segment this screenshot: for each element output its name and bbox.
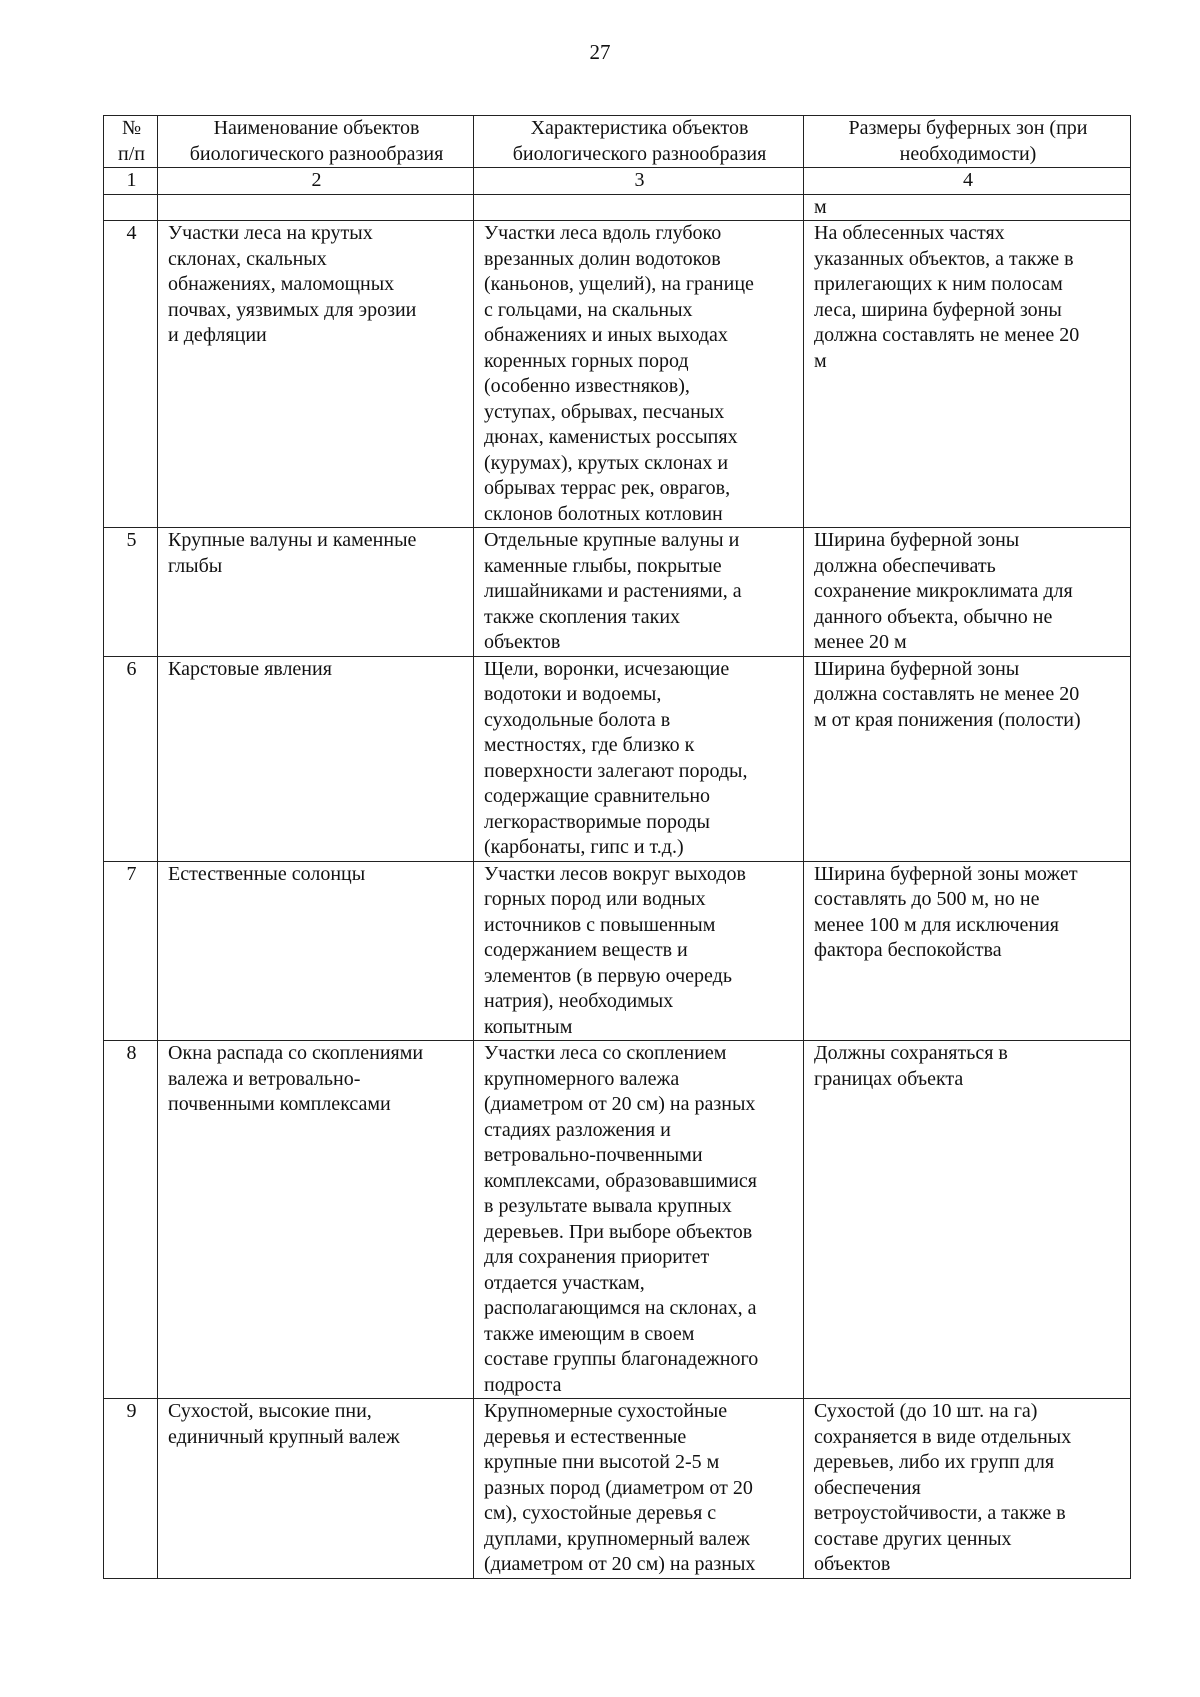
buffer-zone: Сухостой (до 10 шт. на га) сохраняется в виде отдельных деревьев, либо их групп для обеспечения ветроустойчивости, а также в составе других ценных объектов: [804, 1399, 1131, 1579]
object-description: Крупномерные сухостойные деревья и естественные крупные пни высотой 2-5 м разных пород (диаметром от 20 см), сухостойные деревья с дуплами, крупномерный валеж (диаметром от 20 см) на разных: [474, 1399, 804, 1579]
buffer-zone: Ширина буферной зоны должна обеспечивать сохранение микроклимата для данного объекта, обычно не менее 20 м: [804, 528, 1131, 657]
header-number: № п/п: [104, 116, 158, 168]
buffer-zone: Ширина буферной зоны может составлять до 500 м, но не менее 100 м для исключения фактора беспокойства: [804, 861, 1131, 1041]
row-number: 5: [104, 528, 158, 657]
header-buffer-size: Размеры буферных зон (при необходимости): [804, 116, 1131, 168]
row-number: 7: [104, 861, 158, 1041]
buffer-zone: На облесенных частях указанных объектов, а также в прилегающих к ним полосам леса, ширина буферной зоны должна составлять не менее 20 м: [804, 221, 1131, 528]
page-number: 27: [589, 40, 611, 64]
table-row: [104, 1041, 1131, 1399]
object-name: Окна распада со скоплениями валежа и ветровально- почвенными комплексами: [158, 1041, 474, 1399]
column-number-row: [104, 168, 1131, 195]
object-name: Карстовые явления: [158, 656, 474, 861]
table-row: [104, 528, 1131, 657]
continuation-row: [104, 194, 1131, 221]
object-name: Крупные валуны и каменные глыбы: [158, 528, 474, 657]
column-number-2: 2: [158, 168, 474, 195]
row-number: 6: [104, 656, 158, 861]
biodiversity-objects-table: [103, 115, 1131, 1579]
table-row: [104, 1399, 1131, 1579]
column-number-3: 3: [474, 168, 804, 195]
object-description: Участки леса со скоплением крупномерного валежа (диаметром от 20 см) на разных стадиях разложения и ветровально-почвенными комплексами, образовавшимися в результате вывала крупных деревьев. При выборе объектов для сохранения приоритет отдается участкам, располагающимся на склонах, а также имеющим в своем составе группы благонадежного подроста: [474, 1041, 804, 1399]
table-row: [104, 656, 1131, 861]
table-row: [104, 221, 1131, 528]
object-name: Естественные солонцы: [158, 861, 474, 1041]
buffer-zone: Должны сохраняться в границах объекта: [804, 1041, 1131, 1399]
table-row: [104, 861, 1131, 1041]
column-number-1: 1: [104, 168, 158, 195]
object-description: Щели, воронки, исчезающие водотоки и водоемы, суходольные болота в местностях, где близко к поверхности залегают породы, содержащие сравнительно легкорастворимые породы (карбонаты, гипс и т.д.): [474, 656, 804, 861]
continuation-cell-4: м: [804, 194, 1131, 221]
table-header-row: [104, 116, 1131, 168]
continuation-cell-3: [474, 194, 804, 221]
column-number-4: 4: [804, 168, 1131, 195]
continuation-cell-2: [158, 194, 474, 221]
continuation-cell-1: [104, 194, 158, 221]
object-description: Участки леса вдоль глубоко врезанных долин водотоков (каньонов, ущелий), на границе с гольцами, на скальных обнажениях и иных выходах коренных горных пород (особенно известняков), уступах, обрывах, песчаных дюнах, каменистых россыпях (курумах), крутых склонах и обрывах террас рек, оврагов, склонов болотных котловин: [474, 221, 804, 528]
object-description: Участки лесов вокруг выходов горных пород или водных источников с повышенным содержанием веществ и элементов (в первую очередь натрия), необходимых копытным: [474, 861, 804, 1041]
header-object-description: Характеристика объектов биологического разнообразия: [474, 116, 804, 168]
row-number: 9: [104, 1399, 158, 1579]
buffer-zone: Ширина буферной зоны должна составлять не менее 20 м от края понижения (полости): [804, 656, 1131, 861]
object-name: Участки леса на крутых склонах, скальных обнажениях, маломощных почвах, уязвимых для эрозии и дефляции: [158, 221, 474, 528]
header-object-name: Наименование объектов биологического разнообразия: [158, 116, 474, 168]
object-description: Отдельные крупные валуны и каменные глыбы, покрытые лишайниками и растениями, а также скопления таких объектов: [474, 528, 804, 657]
row-number: 8: [104, 1041, 158, 1399]
row-number: 4: [104, 221, 158, 528]
object-name: Сухостой, высокие пни, единичный крупный валеж: [158, 1399, 474, 1579]
